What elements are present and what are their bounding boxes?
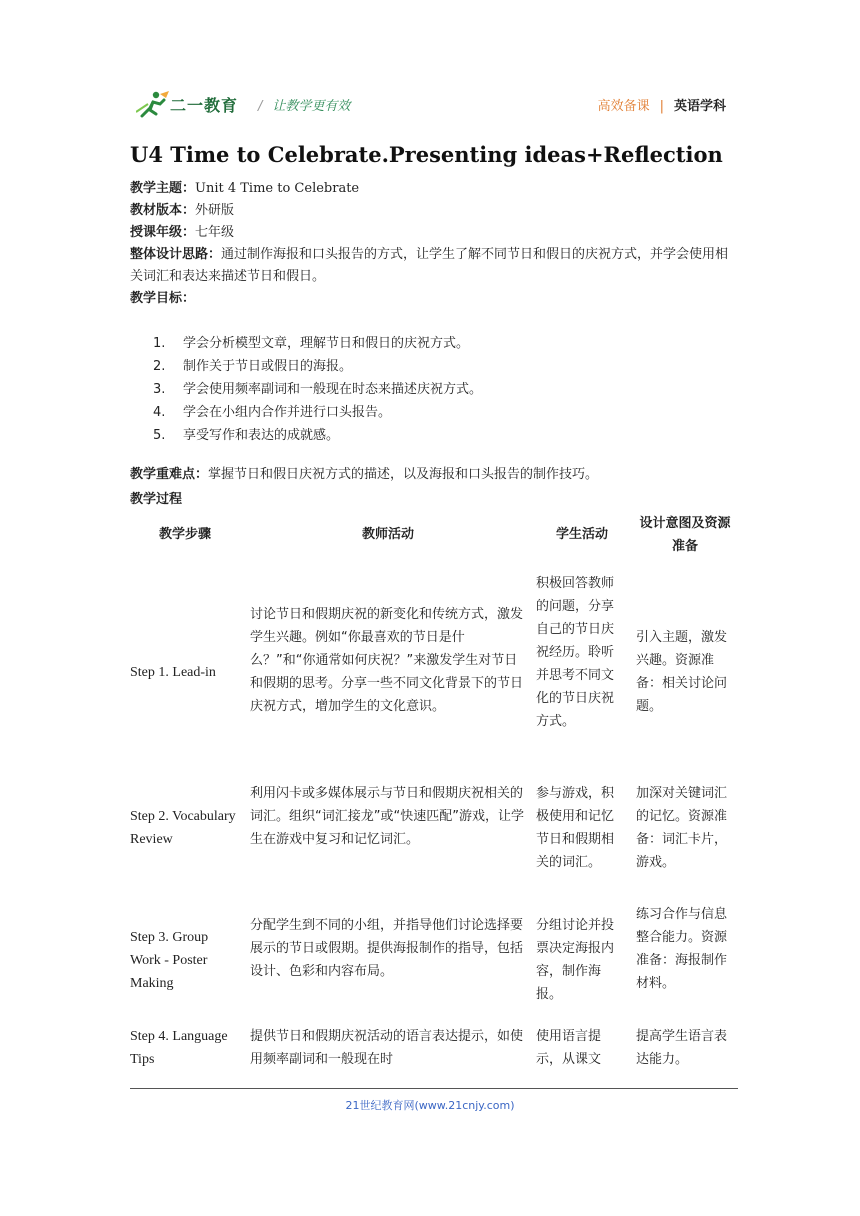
list-item-number: 5. xyxy=(153,428,166,443)
table-row-1-student: 积极回答教师的问题，分享自己的节日庆祝经历。聆听并思考不同文化的节日庆祝方式。 xyxy=(536,576,615,729)
footer-divider xyxy=(130,1088,738,1089)
meta-goals xyxy=(130,288,730,310)
table-row-3-student: 分组讨论并投票决定海报内容，制作海报。 xyxy=(536,918,615,1002)
table-row-2-teacher: 利用闪卡或多媒体展示与节日和假期庆祝相关的词汇。组织“词汇接龙”或“快速匹配”游戏，让学生在游戏中复习和记忆词汇。 xyxy=(250,786,524,847)
header-tag-subject: 英语学科 xyxy=(673,99,726,114)
list-item-text: 享受写作和表达的成就感。 xyxy=(183,428,340,443)
table-row-1-teacher: 讨论节日和假期庆祝的新变化和传统方式，激发学生兴趣。例如“你最喜欢的节日是什么？”和“你通常如何庆祝？”来激发学生对节日和假期的思考。分享一些不同文化背景下的节日庆祝方式，增加学生的文化意识。 xyxy=(250,607,524,714)
table-row-4-step: Step 4. Language Tips xyxy=(130,1029,228,1067)
slogan-text: 让教学更有效 xyxy=(272,99,351,114)
meta-grade-value: 七年级 xyxy=(195,225,235,240)
header-right xyxy=(598,95,726,114)
table-row-1-step: Step 1. Lead-in xyxy=(130,665,216,680)
process-title: 教学过程 xyxy=(130,492,183,507)
table-row-4-student: 使用语言提示，从课文 xyxy=(536,1029,602,1067)
meta-theme xyxy=(130,178,730,200)
footer-text: 21世纪教育网(www.21cnjy.com) xyxy=(345,1099,515,1112)
page-header xyxy=(130,86,730,126)
logo-text: 二一教育 xyxy=(170,96,239,115)
meta-design-label: 整体设计思路： xyxy=(130,247,222,262)
table-row-3-step: Step 3. Group Work - Poster Making xyxy=(130,930,209,991)
table-row-3-design: 练习合作与信息整合能力。资源准备：海报制作材料。 xyxy=(636,907,728,991)
meta-edition xyxy=(130,200,730,222)
list-item xyxy=(153,378,482,401)
key-points-label: 教学重难点： xyxy=(130,467,209,482)
list-item xyxy=(153,401,482,424)
list-item xyxy=(153,332,482,355)
table-header-student: 学生活动 xyxy=(555,527,608,542)
table-row-1-design: 引入主题，激发兴趣。资源准备：相关讨论问题。 xyxy=(636,630,728,714)
meta-theme-value: Unit 4 Time to Celebrate xyxy=(195,181,360,196)
list-item-number: 3. xyxy=(153,382,166,397)
meta-theme-label: 教学主题： xyxy=(130,181,196,196)
table-row-2-step: Step 2. Vocabulary Review xyxy=(130,809,236,847)
goals-list xyxy=(153,332,482,447)
list-item-number: 2. xyxy=(153,359,166,374)
meta-design-value: 通过制作海报和口头报告的方式，让学生了解不同节日和假日的庆祝方式，并学会使用相关词汇和表达来描述节日和假日。 xyxy=(130,247,729,284)
list-item xyxy=(153,424,482,447)
page-title: U4 Time to Celebrate.Presenting ideas+Reflection xyxy=(130,142,723,167)
table-header-step: 教学步骤 xyxy=(158,527,211,542)
slogan: / 让教学更有效 xyxy=(258,99,351,114)
table-header-design: 设计意图及资源准备 xyxy=(639,516,731,554)
meta-grade-label: 授课年级： xyxy=(130,225,196,240)
meta-edition-label: 教材版本： xyxy=(130,203,196,218)
header-separator: | xyxy=(659,99,664,114)
table-header-teacher: 教师活动 xyxy=(361,527,414,542)
table-row-4-design: 提高学生语言表达能力。 xyxy=(636,1029,728,1067)
table-row-4-teacher: 提供节日和假期庆祝活动的语言表达提示，如使用频率副词和一般现在时 xyxy=(250,1029,524,1067)
table-row-2-student: 参与游戏，积极使用和记忆节日和假期相关的词汇。 xyxy=(536,786,615,870)
lesson-meta xyxy=(130,178,730,310)
key-points xyxy=(130,464,740,486)
meta-edition-value: 外研版 xyxy=(195,203,235,218)
list-item-number: 4. xyxy=(153,405,166,420)
table-row-3-teacher: 分配学生到不同的小组，并指导他们讨论选择要展示的节日或假期。提供海报制作的指导，包括设计、色彩和内容布局。 xyxy=(250,918,524,979)
meta-goals-label: 教学目标： xyxy=(130,291,196,306)
meta-grade xyxy=(130,222,730,244)
list-item-number: 1. xyxy=(153,336,166,351)
list-item-text: 学会在小组内合作并进行口头报告。 xyxy=(183,405,392,420)
logo xyxy=(136,90,256,120)
list-item xyxy=(153,355,482,378)
table-row-2-design: 加深对关键词汇的记忆。资源准备：词汇卡片，游戏。 xyxy=(636,786,728,870)
header-tag-efficient: 高效备课 xyxy=(597,99,650,114)
list-item-text: 学会分析模型文章，理解节日和假日的庆祝方式。 xyxy=(183,336,470,351)
runner-logo-icon xyxy=(136,90,170,120)
meta-design xyxy=(130,244,730,288)
list-item-text: 学会使用频率副词和一般现在时态来描述庆祝方式。 xyxy=(183,382,483,397)
key-points-value: 掌握节日和假日庆祝方式的描述，以及海报和口头报告的制作技巧。 xyxy=(208,467,599,482)
list-item-text: 制作关于节日或假日的海报。 xyxy=(183,359,353,374)
